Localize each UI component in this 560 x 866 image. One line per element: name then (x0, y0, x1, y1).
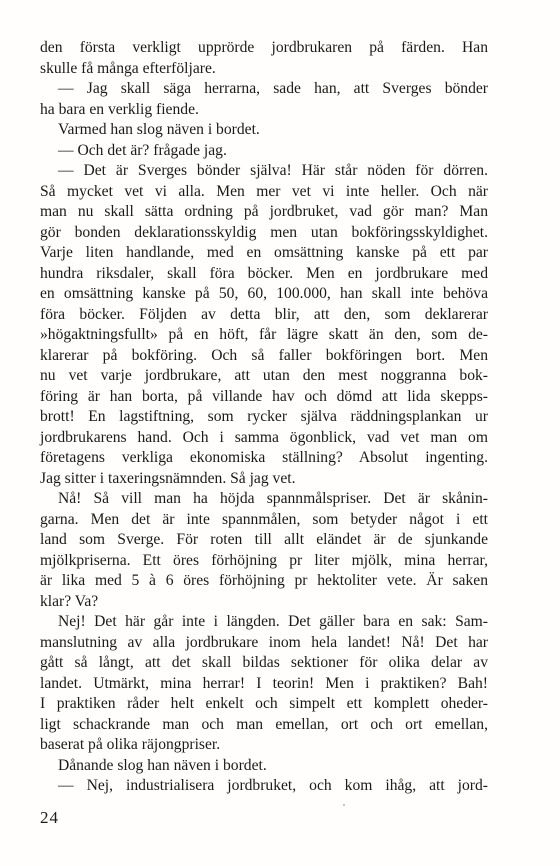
text-line: manslutning av alla jordbrukare inom hela landet! Nå! Det har (40, 633, 488, 651)
text-line: man nu skall sätta ordning på jordbruket, vad gör man? Man (40, 203, 488, 220)
text-line: — Nej, industrialisera jordbruket, och kom ihåg, att jord- (58, 777, 488, 794)
text-line: ha bara en verklig fiende. (40, 100, 199, 118)
text-line: — Jag skall säga herrarna, sade han, att Sverges bönder (58, 80, 488, 97)
text-line: Dånande slog han näven i bordet. (58, 756, 267, 774)
text-line: I praktiken råder helt enkelt och simpelt ett komplett oheder- (40, 695, 488, 712)
ink-speck (343, 804, 345, 806)
page-number: 24 (40, 808, 59, 827)
text-line: gör bonden deklarationsskyldig men utan bokföringsskyldighet. (40, 223, 488, 241)
text-line: landet. Utmärkt, mina herrar! I teorin! Men i praktiken? Bah! (40, 674, 488, 692)
text-line: hundra riksdaler, skall föra böcker. Men en jordbrukare med (40, 264, 488, 282)
text-line: jordbrukarens hand. Och i samma ögonblick, vad vet man om (40, 428, 488, 446)
text-line: — Det är Sverges bönder själva! Här står nöden för dörren. (58, 162, 488, 179)
text-line: en omsättning kanske på 50, 60, 100.000, han skall inte behöva (40, 285, 488, 302)
text-line: land som Sverge. För roten till allt eländet är de sjunkande (40, 531, 488, 548)
body-text (40, 38, 488, 797)
text-line: den första verkligt upprörde jordbrukaren på färden. Han (40, 39, 488, 56)
text-line: — Och det är? frågade jag. (58, 141, 227, 159)
text-line: nu vet varje jordbrukare, att utan den mest noggranna bok- (40, 367, 488, 384)
text-line: klar? Va? (40, 592, 99, 610)
text-line: mjölkpriserna. Ett öres förhöjning pr liter mjölk, mina herrar, (40, 551, 488, 569)
text-line: klarerar på bokföring. Och så faller bokföringen bort. Men (40, 346, 488, 364)
text-line: Jag sitter i taxeringsnämnden. Så jag vet. (40, 469, 296, 487)
text-line: »högaktningsfullt» på en höft, får lägre skatt än den, som de- (40, 326, 488, 343)
text-line: Så mycket vet vi alla. Men mer vet vi inte heller. Och när (40, 182, 488, 200)
text-line: företagens verkliga ekonomiska ställning? Absolut ingenting. (40, 449, 488, 466)
text-line: ligt schackrande man och man emellan, ort och ort emellan, (40, 715, 488, 733)
text-line: Varje liten handlande, med en omsättning kanske på ett par (40, 244, 488, 261)
text-line: Varmed han slog näven i bordet. (58, 121, 260, 138)
text-line: är lika med 5 à 6 öres förhöjning pr hektoliter vete. Är saken (40, 572, 488, 589)
text-line: Nå! Så vill man ha höjda spannmålspriser. Det är skånin- (58, 490, 488, 507)
text-line: Nej! Det här går inte i längden. Det gäller bara en sak: Sam- (58, 613, 488, 630)
text-line: skulle få många efterföljare. (40, 59, 216, 77)
text-line: brott! En lagstiftning, som rycker själva räddningsplankan ur (40, 408, 488, 425)
text-line: föring är han borta, på villande hav och dömd att lida skepps- (40, 387, 488, 405)
text-line: föra böcker. Följden av detta blir, att den, som deklarerar (40, 305, 488, 323)
text-line: gått så långt, att det skall bildas sektioner för olika delar av (40, 654, 488, 671)
text-line: garna. Men det är inte spannmålen, som betyder något i ett (40, 510, 488, 528)
text-line: baserat på olika räjongpriser. (40, 736, 221, 753)
